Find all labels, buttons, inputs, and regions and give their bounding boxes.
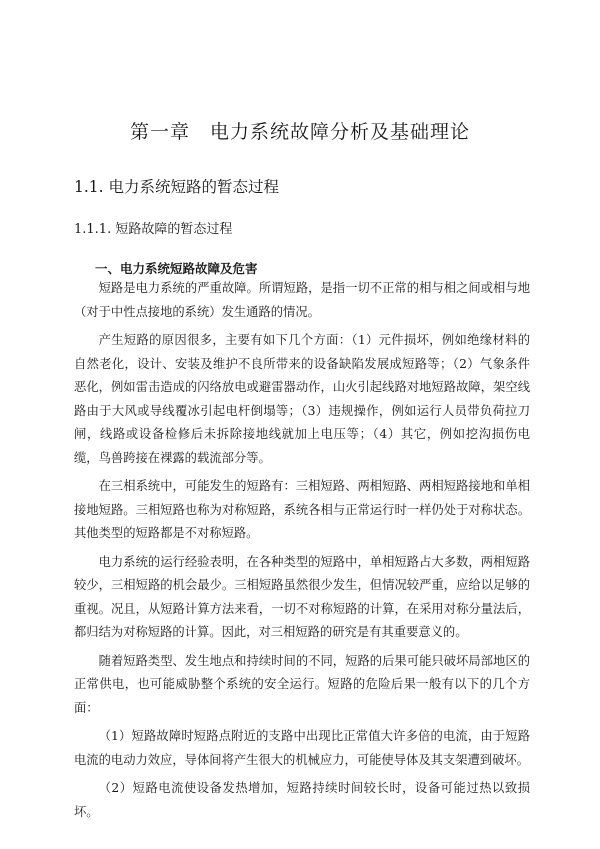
paragraph: （1）短路故障时短路点附近的支路中出现比正常值大许多倍的电流，由于短路电流的电动力效应，导体间将产生很大的机械应力，可能使导体及其支架遭到破坏。 (74, 729, 530, 767)
paragraph: 随着短路类型、发生地点和持续时间的不同，短路的后果可能只破坏局部地区的正常供电，也可能威胁整个系统的安全运行。短路的危险后果一般有以下的几个方面： (74, 653, 530, 715)
section-heading-1-1-1: 1.1.1. 短路故障的暂态过程 (74, 222, 233, 237)
body-text (74, 277, 530, 829)
subsection-heading: 一、电力系统短路故障及危害 (95, 261, 258, 276)
paragraph: （2）短路电流使设备发热增加，短路持续时间较长时，设备可能过热以致损坏。 (74, 781, 530, 819)
chapter-title: 第一章 电力系统故障分析及基础理论 (129, 121, 470, 143)
section-heading-1-1: 1.1. 电力系统短路的暂态过程 (74, 178, 280, 196)
paragraph: 电力系统的运行经验表明，在各种类型的短路中，单相短路占大多数，两相短路较少，三相短路的机会最少。三相短路虽然很少发生，但情况较严重，应给以足够的重视。况且，从短路计算方法来看，一切不对称短路的计算，在采用对称分量法后，都归结为对称短路的计算。因此，对三相短路的研究是有其重要意义的。 (74, 554, 530, 639)
paragraph: 在三相系统中，可能发生的短路有：三相短路、两相短路、两相短路接地和单相接地短路。三相短路也称为对称短路，系统各相与正常运行时一样仍处于对称状态。其他类型的短路都是不对称短路。 (74, 479, 530, 540)
paragraph: 短路是电力系统的严重故障。所谓短路，是指一切不正常的相与相之间或相与地（对于中性点接地的系统）发生通路的情况。 (74, 281, 530, 319)
paragraph: 产生短路的原因很多，主要有如下几个方面：（1）元件损坏，例如绝缘材料的自然老化，设计、安装及维护不良所带来的设备缺陷发展成短路等；（2）气象条件恶化，例如雷击造成的闪络放电或避雷器动作，山火引起线路对地短路故障，架空线路由于大风或导线覆冰引起电杆倒塌等；（3）违规操作，例如运行人员带负荷拉刀闸，线路或设备检修后未拆除接地线就加上电压等；（4）其它，例如挖沟损伤电缆，鸟兽跨接在裸露的载流部分等。 (74, 333, 530, 465)
